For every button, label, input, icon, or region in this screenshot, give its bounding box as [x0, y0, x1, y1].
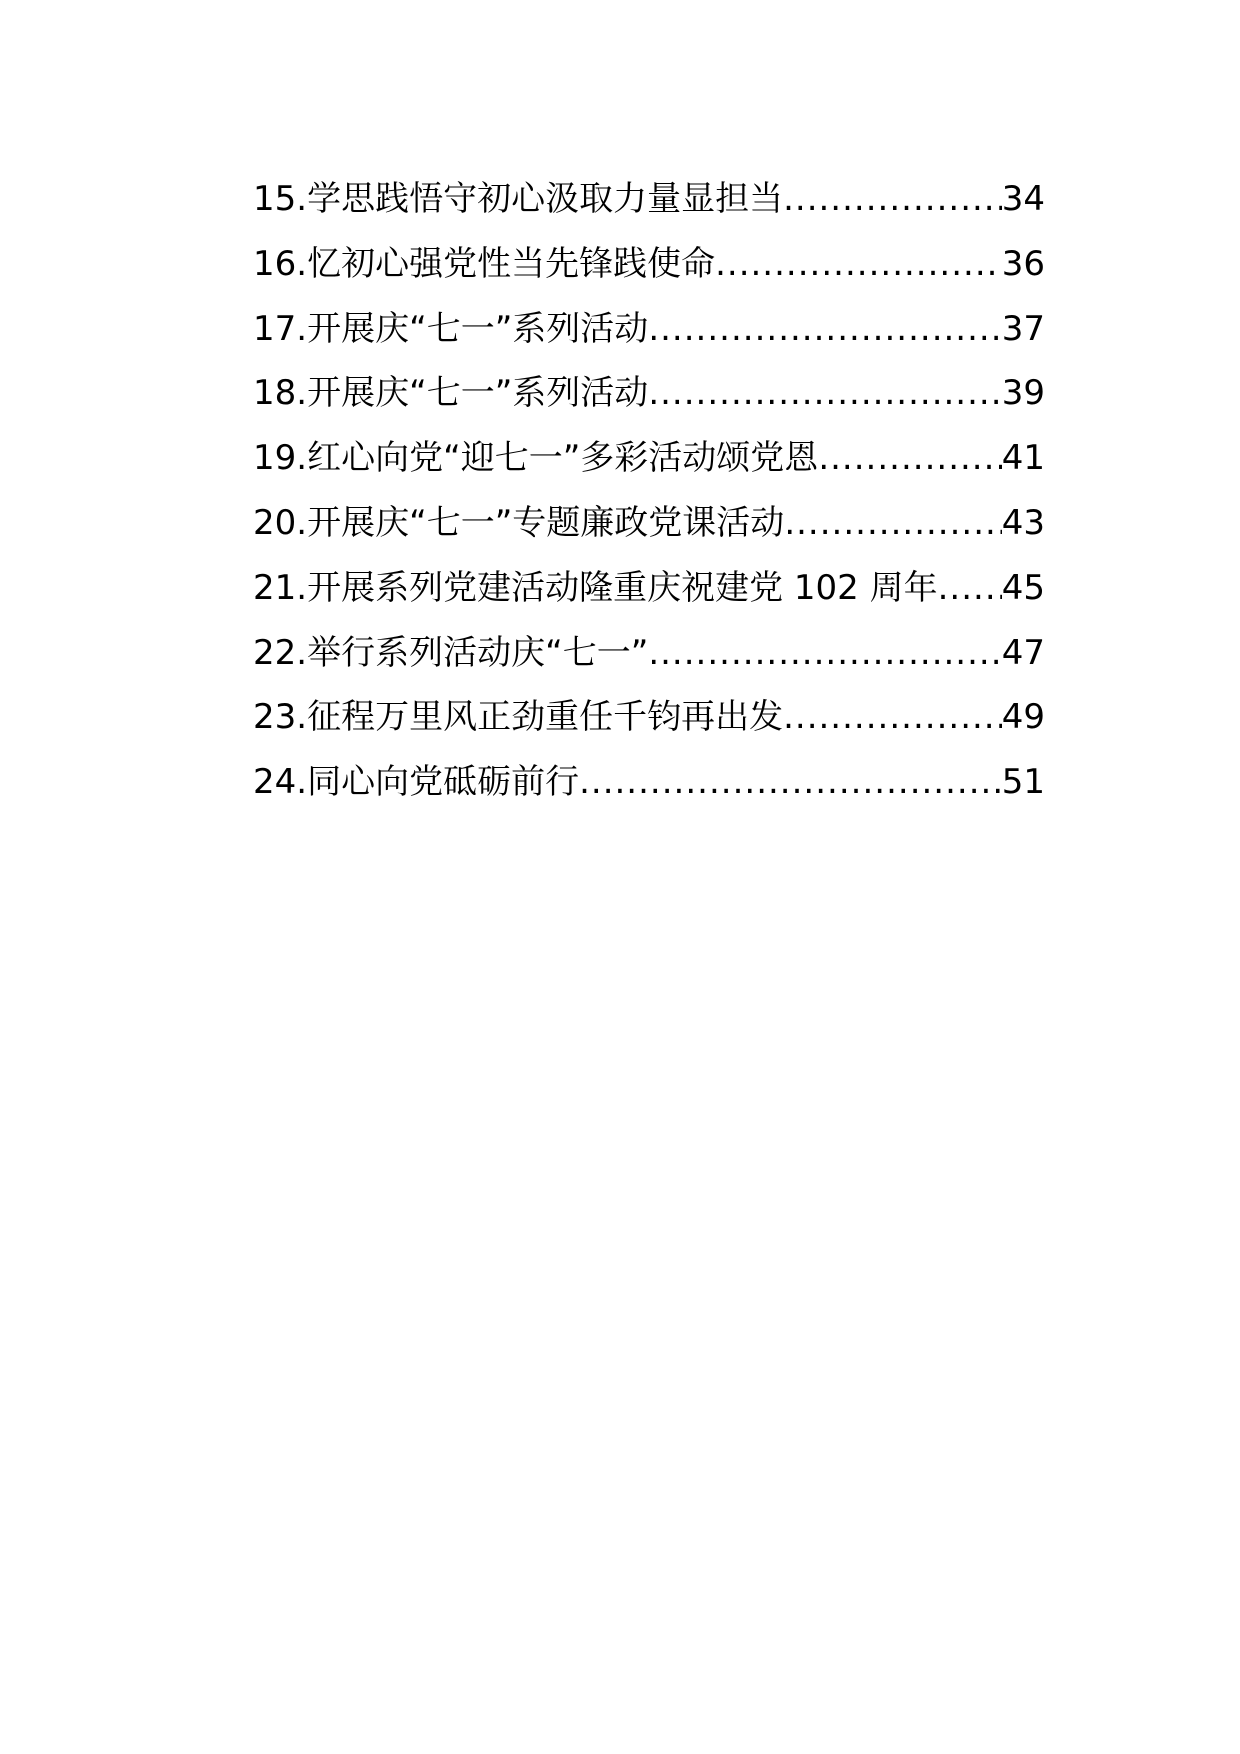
entry-number: 24.: [253, 762, 308, 803]
entry-title: 征程万里风正劲重任千钧再出发: [307, 697, 784, 738]
entry-title: 开展系列党建活动隆重庆祝建党 102 周年: [307, 567, 938, 608]
toc-entry[interactable]: [253, 361, 1045, 426]
toc-entry[interactable]: [253, 750, 1045, 815]
entry-title: 学思践悟守初心汲取力量显担当: [307, 179, 784, 219]
toc-entry[interactable]: [253, 167, 1045, 232]
dot-leader: [938, 556, 1002, 621]
entry-number: 22.: [253, 632, 308, 673]
entry-number: 15.: [253, 179, 308, 219]
dot-leader: [648, 297, 1001, 362]
toc-entry[interactable]: [253, 491, 1045, 556]
entry-number: 23.: [253, 697, 308, 738]
entry-page-number: 47: [1001, 632, 1045, 673]
dot-leader: [783, 167, 1002, 232]
entry-page-number: 37: [1001, 308, 1045, 349]
entry-title: 忆初心强党性当先锋践使命: [307, 243, 716, 284]
entry-title: 开展庆“七一”系列活动: [307, 308, 649, 349]
entry-title: 开展庆“七一”专题廉政党课活动: [307, 502, 785, 543]
entry-page-number: 36: [1001, 243, 1045, 284]
entry-title: 红心向党“迎七一”多彩活动颂党恩: [307, 438, 819, 479]
entry-page-number: 45: [1001, 567, 1045, 608]
entry-page-number: 34: [1001, 179, 1045, 219]
entry-number: 16.: [253, 243, 308, 284]
entry-title: 举行系列活动庆“七一”: [307, 632, 649, 673]
dot-leader: [648, 621, 1001, 686]
entry-number: 20.: [253, 502, 308, 543]
entry-page-number: 49: [1001, 697, 1045, 738]
toc-entry[interactable]: [253, 685, 1045, 750]
toc-entry[interactable]: [253, 232, 1045, 297]
toc-entry[interactable]: [253, 556, 1045, 621]
toc-entry[interactable]: [253, 426, 1045, 491]
entry-page-number: 51: [1001, 762, 1045, 803]
entry-title: 开展庆“七一”系列活动: [307, 373, 649, 414]
table-of-contents: [253, 167, 1045, 815]
dot-leader: [784, 491, 1001, 556]
entry-title: 同心向党砥砺前行: [307, 762, 580, 803]
dot-leader: [715, 232, 1002, 297]
entry-number: 17.: [253, 308, 308, 349]
entry-number: 21.: [253, 567, 308, 608]
dot-leader: [579, 750, 1002, 815]
entry-page-number: 39: [1001, 373, 1045, 414]
dot-leader: [818, 426, 1001, 491]
entry-page-number: 41: [1001, 438, 1045, 479]
toc-entry[interactable]: [253, 621, 1045, 686]
entry-number: 18.: [253, 373, 308, 414]
entry-number: 19.: [253, 438, 308, 479]
toc-entry[interactable]: [253, 297, 1045, 362]
dot-leader: [648, 361, 1001, 426]
dot-leader: [783, 685, 1002, 750]
entry-page-number: 43: [1001, 502, 1045, 543]
